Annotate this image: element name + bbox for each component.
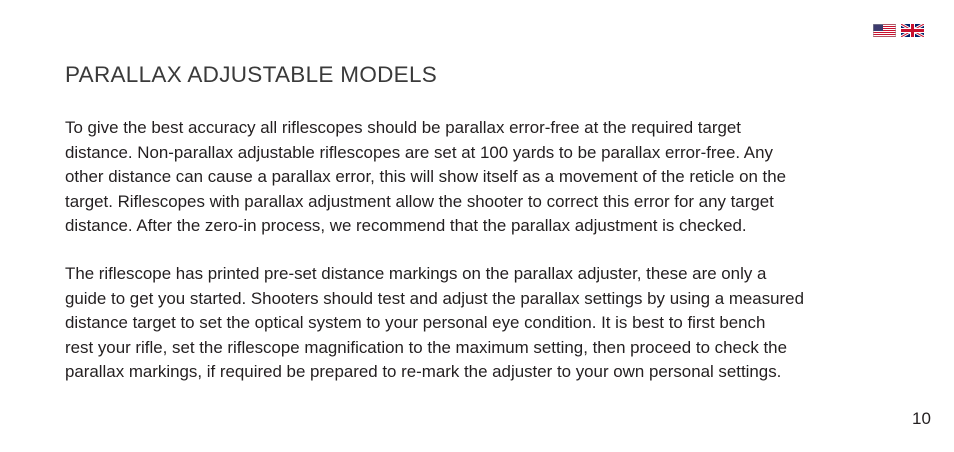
page-number: 10 [912, 409, 931, 428]
paragraph-line: distance. Non-parallax adjustable riflescopes are set at 100 yards to be parallax error-free. Any [65, 142, 773, 162]
paragraph-line: To give the best accuracy all riflescopes should be parallax error-free at the required target [65, 118, 741, 137]
paragraph-line: The riflescope has printed pre-set distance markings on the parallax adjuster, these are only a [65, 264, 767, 283]
paragraph-2 [65, 262, 895, 385]
paragraph-line: rest your rifle, set the riflescope magnification to the maximum setting, then proceed to check the [65, 337, 787, 357]
uk-flag-icon[interactable] [901, 24, 924, 37]
paragraph-line: distance target to set the optical system to your personal eye condition. It is best to first bench [65, 313, 766, 332]
paragraph-line: distance. After the zero-in process, we recommend that the parallax adjustment is checked. [65, 216, 747, 235]
page-title: PARALLAX ADJUSTABLE MODELS [65, 62, 438, 87]
paragraph-1 [65, 116, 895, 239]
paragraph-line: target. Riflescopes with parallax adjustment allow the shooter to correct this error for any target [65, 191, 774, 211]
language-flags [873, 24, 924, 37]
paragraph-line: guide to get you started. Shooters should test and adjust the parallax settings by using a measured [65, 288, 804, 308]
us-flag-icon[interactable] [873, 24, 896, 37]
paragraph-line: other distance can cause a parallax error, this will show itself as a movement of the reticle on the [65, 167, 787, 186]
paragraph-line: parallax markings, if required be prepared to re-mark the adjuster to your own personal settings. [65, 362, 782, 381]
